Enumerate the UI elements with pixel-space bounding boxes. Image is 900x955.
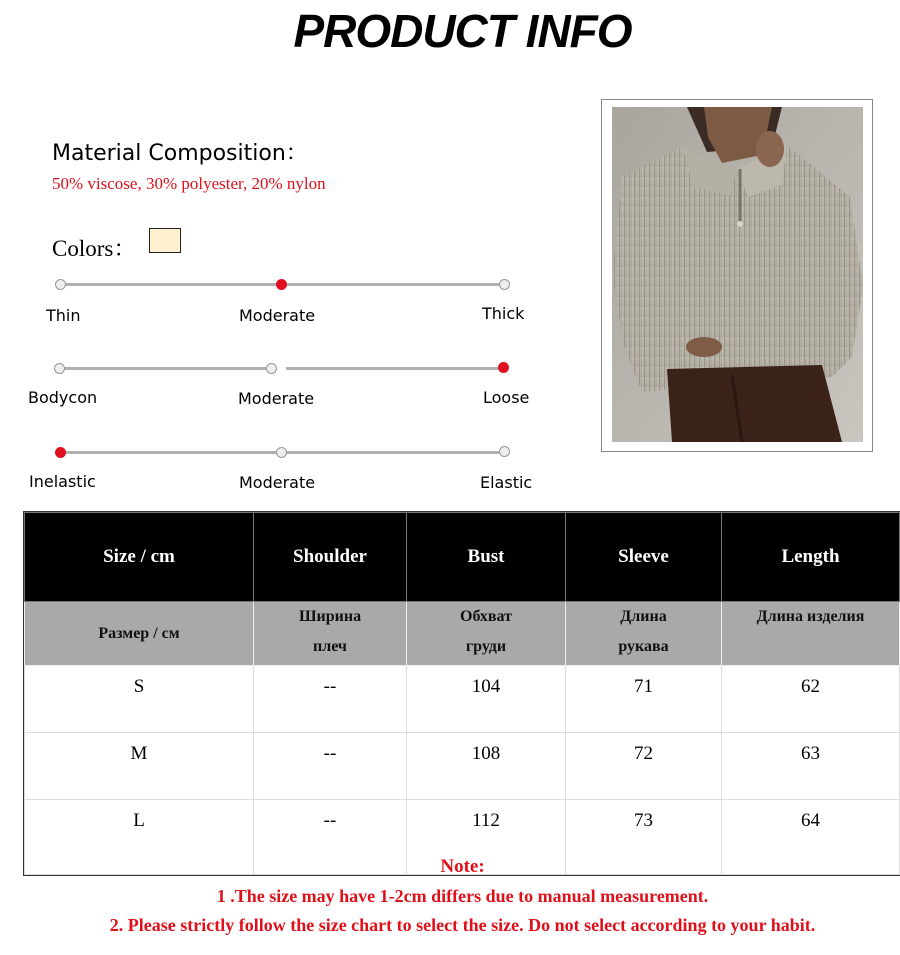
scale-dot-elastic <box>499 446 510 457</box>
cell-sleeve: 72 <box>566 733 722 800</box>
cell-size: S <box>25 666 254 733</box>
cell-size: L <box>25 800 254 875</box>
product-photo-frame <box>601 99 873 452</box>
subheader-bust <box>407 602 566 666</box>
scale-label-moderate: Moderate <box>238 389 315 408</box>
scale-line <box>286 367 504 370</box>
scale-label-inelastic: Inelastic <box>29 472 96 491</box>
cell-length: 62 <box>722 666 900 733</box>
scale-label-loose: Loose <box>483 388 530 407</box>
scale-line <box>60 451 278 454</box>
table-row <box>25 733 900 800</box>
fit-scale <box>0 362 580 422</box>
elasticity-scale <box>0 446 580 506</box>
subheader-length: Длина изделия <box>722 602 900 666</box>
subheader-bust-text: Обхват груди <box>460 608 512 655</box>
table-header-row <box>25 513 900 602</box>
page-title: PRODUCT INFO <box>293 5 632 57</box>
scale-dot-moderate <box>266 363 277 374</box>
scale-dot-moderate <box>276 447 287 458</box>
subheader-shoulder <box>254 602 407 666</box>
product-photo[interactable] <box>612 107 863 442</box>
scale-label-bodycon: Bodycon <box>28 388 98 407</box>
header-size: Size / cm <box>25 513 254 602</box>
cell-sleeve: 73 <box>566 800 722 875</box>
subheader-sleeve-text: Длина рукава <box>618 608 669 655</box>
material-label: Material Composition： <box>52 141 308 166</box>
scale-dot-moderate <box>276 279 287 290</box>
scale-line <box>286 283 504 286</box>
scale-label-moderate: Moderate <box>239 306 316 325</box>
scale-label-thin: Thin <box>46 306 81 325</box>
cell-length: 64 <box>722 800 900 875</box>
header-sleeve: Sleeve <box>566 513 722 602</box>
scale-line <box>60 283 278 286</box>
scale-dot-loose <box>498 362 509 373</box>
scale-line <box>60 367 266 370</box>
cell-shoulder: -- <box>254 733 407 800</box>
colors-label: Colors： <box>52 236 137 261</box>
cell-length: 63 <box>722 733 900 800</box>
note-line-1: 1 .The size may have 1-2cm differs due to manual measurement. <box>216 886 709 906</box>
scale-label-elastic: Elastic <box>480 473 533 492</box>
subheader-shoulder-text: Ширина плеч <box>298 608 362 655</box>
scale-dot-thick <box>499 279 510 290</box>
header-length: Length <box>722 513 900 602</box>
scale-label-moderate: Moderate <box>239 473 316 492</box>
header-bust: Bust <box>407 513 566 602</box>
thickness-scale <box>0 278 580 338</box>
cell-size: M <box>25 733 254 800</box>
cell-shoulder: -- <box>254 800 407 875</box>
cell-bust: 104 <box>407 666 566 733</box>
subheader-size: Размер / см <box>25 602 254 666</box>
cell-shoulder: -- <box>254 666 407 733</box>
cell-bust: 112 <box>407 800 566 875</box>
note-title: Note: <box>440 856 485 877</box>
header-shoulder: Shoulder <box>254 513 407 602</box>
scale-label-thick: Thick <box>482 304 525 323</box>
cell-sleeve: 71 <box>566 666 722 733</box>
cell-bust: 108 <box>407 733 566 800</box>
scale-dot-thin <box>55 279 66 290</box>
scale-line <box>286 451 504 454</box>
scale-dot-bodycon <box>54 363 65 374</box>
table-row <box>25 666 900 733</box>
scale-dot-inelastic <box>55 447 66 458</box>
note-line-2: 2. Please strictly follow the size chart to select the size. Do not select according to your habit. <box>109 915 816 935</box>
material-value: 50% viscose, 30% polyester, 20% nylon <box>52 174 326 193</box>
table-subheader-row <box>25 602 900 666</box>
subheader-sleeve <box>566 602 722 666</box>
size-table <box>24 512 900 875</box>
color-swatch[interactable] <box>149 228 181 253</box>
